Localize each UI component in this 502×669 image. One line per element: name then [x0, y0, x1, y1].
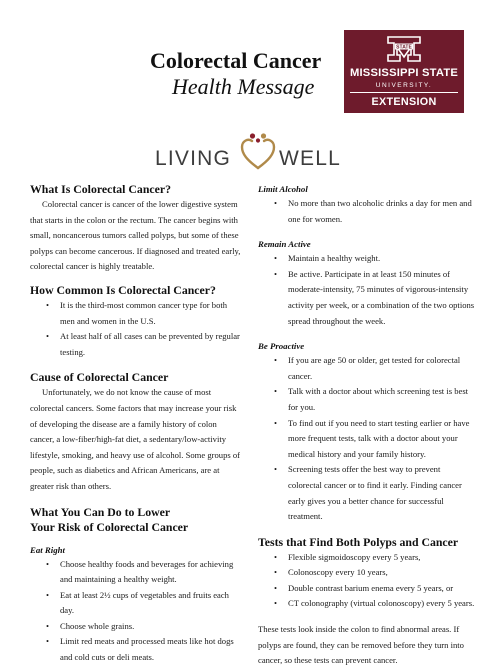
what-is-heading: What Is Colorectal Cancer?: [30, 182, 171, 196]
list-item: • Be active. Participate in at least 150 minutes of moderate-intensity, 75 minutes of vigorous-intensity activity per week, or a combination of the two options spread throughout the week.: [258, 267, 476, 329]
page-title: Colorectal Cancer: [150, 48, 322, 73]
msu-emblem-icon: [384, 35, 424, 63]
tests-paragraph: These tests look inside the colon to find abnormal areas. If polyps are found, they can be removed before they turn into cancer, so these tests can prevent cancer.: [258, 624, 464, 666]
limit-alcohol-list: [258, 196, 476, 227]
lower-risk-heading: [30, 505, 242, 535]
remain-active-subheading: Remain Active: [258, 239, 311, 250]
page-header: [0, 0, 502, 170]
list-item: • Choose whole grains.: [30, 619, 242, 635]
limit-alcohol-subheading: Limit Alcohol: [258, 184, 308, 194]
living-well-right: WELL: [279, 147, 341, 170]
list-item: • Maintain a healthy weight.: [258, 251, 476, 267]
msu-extension-logo: [344, 30, 464, 113]
heart-family-icon: [239, 132, 277, 172]
list-item: • No more than two alcoholic drinks a day for men and one for women.: [258, 196, 476, 227]
list-item: • Talk with a doctor about which screening test is best for you.: [258, 384, 476, 415]
eat-right-subheading: Eat Right: [30, 544, 65, 555]
list-item: • Limit red meats and processed meats like hot dogs and cold cuts or deli meats.: [30, 634, 242, 665]
tests-heading: Tests that Find Both Polyps and Cancer: [258, 534, 459, 549]
emblem-text: STATE: [396, 44, 412, 51]
list-item: • At least half of all cases can be prevented by regular testing.: [30, 329, 242, 360]
how-common-list: [30, 298, 242, 360]
list-item: • CT colonography (virtual colonoscopy) every 5 years.: [258, 596, 476, 612]
logo-university: UNIVERSITY.: [375, 82, 433, 89]
lower-risk-heading-line1: What You Can Do to Lower: [30, 504, 171, 519]
list-item: • Choose healthy foods and beverages for achieving and maintaining a healthy weight.: [30, 557, 242, 588]
what-is-paragraph: Colorectal cancer is cancer of the lower digestive system that starts in the colon or the rectum. The cancer begins with small, noncancerous tumors called polyps, but some of these polyps can become cancerous. If diagnosed and treated early, colorectal cancer is highly treatable.: [30, 199, 241, 272]
living-well-left: LIVING: [155, 147, 232, 170]
living-well-logo: [155, 138, 355, 172]
be-proactive-subheading: Be Proactive: [258, 341, 305, 352]
cause-paragraph: Unfortunately, we do not know the cause of most colorectal cancers. Some factors that may increase your risk of developing the disease are a family history of colon cancer, a low-fiber/high-fat diet, a sedentary/low-activity lifestyle, smoking, and heavy use of alcohol. Some groups of people, such as diabetics and African Americans, are at greater risk than others.: [30, 387, 241, 491]
list-item: • Eat at least 2½ cups of vegetables and fruits each day.: [30, 588, 242, 619]
list-item: • If you are age 50 or older, get tested for colorectal cancer.: [258, 353, 476, 384]
list-item: • It is the third-most common cancer type for both men and women in the U.S.: [30, 298, 242, 329]
logo-name: MISSISSIPPI STATE: [349, 67, 459, 79]
how-common-heading: How Common Is Colorectal Cancer?: [30, 282, 216, 297]
list-item: • To find out if you need to start testing earlier or have more frequent tests, talk with a doctor about your medical history and your family history.: [258, 416, 476, 463]
logo-divider: [350, 92, 458, 93]
logo-extension: EXTENSION: [371, 96, 437, 108]
lower-risk-heading-line2: Your Risk of Colorectal Cancer: [30, 519, 189, 534]
page-subtitle: Health Message: [172, 74, 315, 99]
list-item: • Double contrast barium enema every 5 years, or: [258, 581, 476, 597]
list-item: • Flexible sigmoidoscopy every 5 years,: [258, 550, 476, 566]
left-column: [30, 182, 242, 666]
be-proactive-list: [258, 353, 476, 525]
cause-heading: Cause of Colorectal Cancer: [30, 370, 169, 385]
eat-right-list: [30, 557, 242, 666]
tests-list: [258, 550, 476, 612]
right-column: [258, 182, 476, 669]
list-item: • Screening tests offer the best way to prevent colorectal cancer or to find it early. Finding cancer early gives you a better chance for successful treatment.: [258, 462, 476, 524]
list-item: • Colonoscopy every 10 years,: [258, 565, 476, 581]
remain-active-list: [258, 251, 476, 329]
